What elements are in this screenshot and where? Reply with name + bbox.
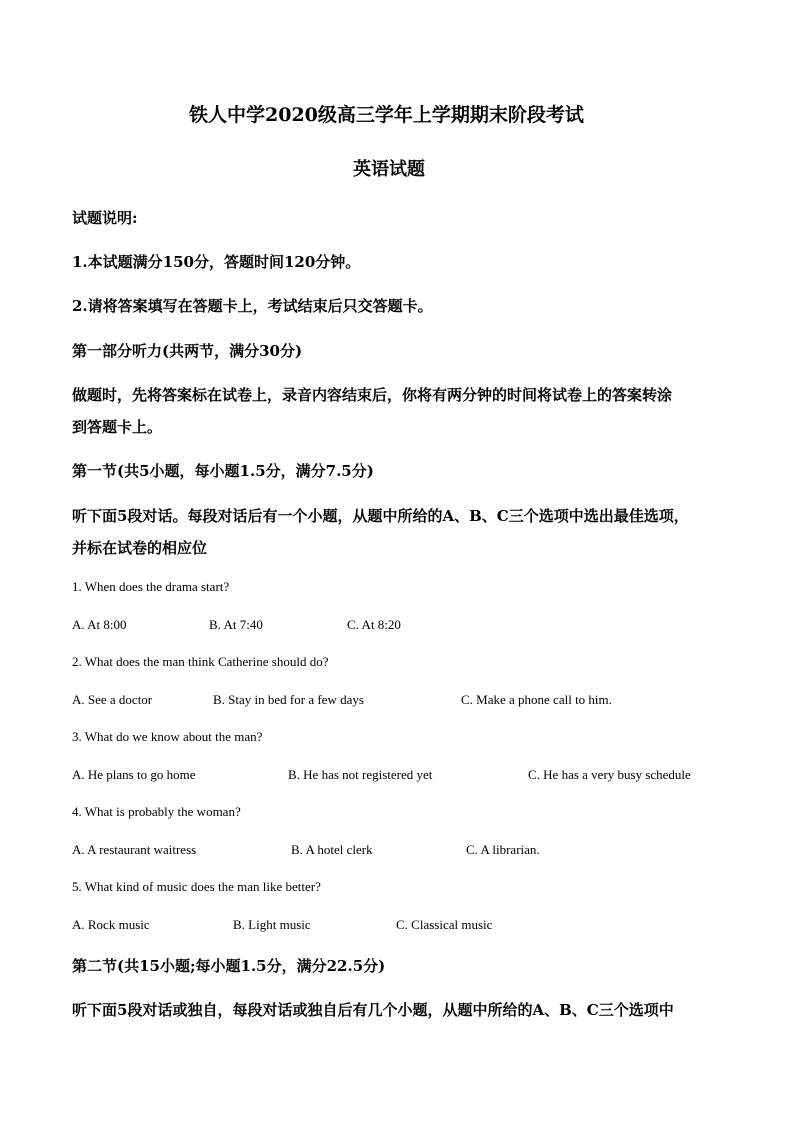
question-2-option-c: C. Make a phone call to him. (461, 692, 612, 707)
section1-heading: 第一节(共5小题，每小题1.5分，满分7.5分) (72, 462, 374, 480)
question-5-text: 5. What kind of music does the man like better? (72, 879, 321, 894)
question-2-option-a: A. See a doctor (72, 692, 153, 707)
question-1-text: 1. When does the drama start? (72, 579, 230, 594)
question-4-text: 4. What is probably the woman? (72, 804, 241, 819)
question-4-option-c: C. A librarian. (466, 842, 540, 857)
question-2-option-b: B. Stay in bed for a few days (213, 692, 364, 707)
question-1-option-a: A. At 8:00 (72, 617, 127, 632)
section1-direction-line2: 并标在试卷的相应位 (72, 539, 208, 557)
section1-direction-line1: 听下面5段对话。每段对话后有一个小题，从题中所给的A、B、C三个选项中选出最佳选项， (72, 507, 689, 525)
question-5-option-b: B. Light music (233, 917, 311, 932)
question-2-text: 2. What does the man think Catherine should do? (72, 654, 329, 669)
question-3-option-a: A. He plans to go home (72, 767, 196, 782)
instruction-item-1: 1.本试题满分150分，答题时间120分钟。 (72, 253, 361, 271)
question-3-text: 3. What do we know about the man? (72, 729, 263, 744)
section2-heading: 第二节(共15小题;每小题1.5分，满分22.5分) (72, 957, 386, 975)
instructions-heading: 试题说明: (72, 209, 138, 227)
page-subtitle: 英语试题 (353, 159, 425, 180)
page-title: 铁人中学2020级高三学年上学期期末阶段考试 (189, 104, 584, 126)
question-3-option-b: B. He has not registered yet (288, 767, 433, 782)
section2-direction-line1: 听下面5段对话或独自，每段对话或独自后有几个小题，从题中所给的A、B、C三个选项中 (72, 1001, 674, 1019)
question-4-option-b: B. A hotel clerk (291, 842, 373, 857)
part1-note-line2: 到答题卡上。 (72, 418, 163, 436)
instruction-item-2: 2.请将答案填写在答题卡上，考试结束后只交答题卡。 (72, 297, 433, 315)
part1-heading: 第一部分听力(共两节，满分30分) (72, 342, 303, 360)
question-5-option-a: A. Rock music (72, 917, 150, 932)
question-4-option-a: A. A restaurant waitress (72, 842, 197, 857)
question-1-option-c: C. At 8:20 (347, 617, 401, 632)
question-3-option-c: C. He has a very busy schedule (528, 767, 691, 782)
question-1-option-b: B. At 7:40 (209, 617, 263, 632)
question-5-option-c: C. Classical music (396, 917, 493, 932)
part1-note-line1: 做题时，先将答案标在试卷上，录音内容结束后，你将有两分钟的时间将试卷上的答案转涂 (72, 386, 673, 404)
